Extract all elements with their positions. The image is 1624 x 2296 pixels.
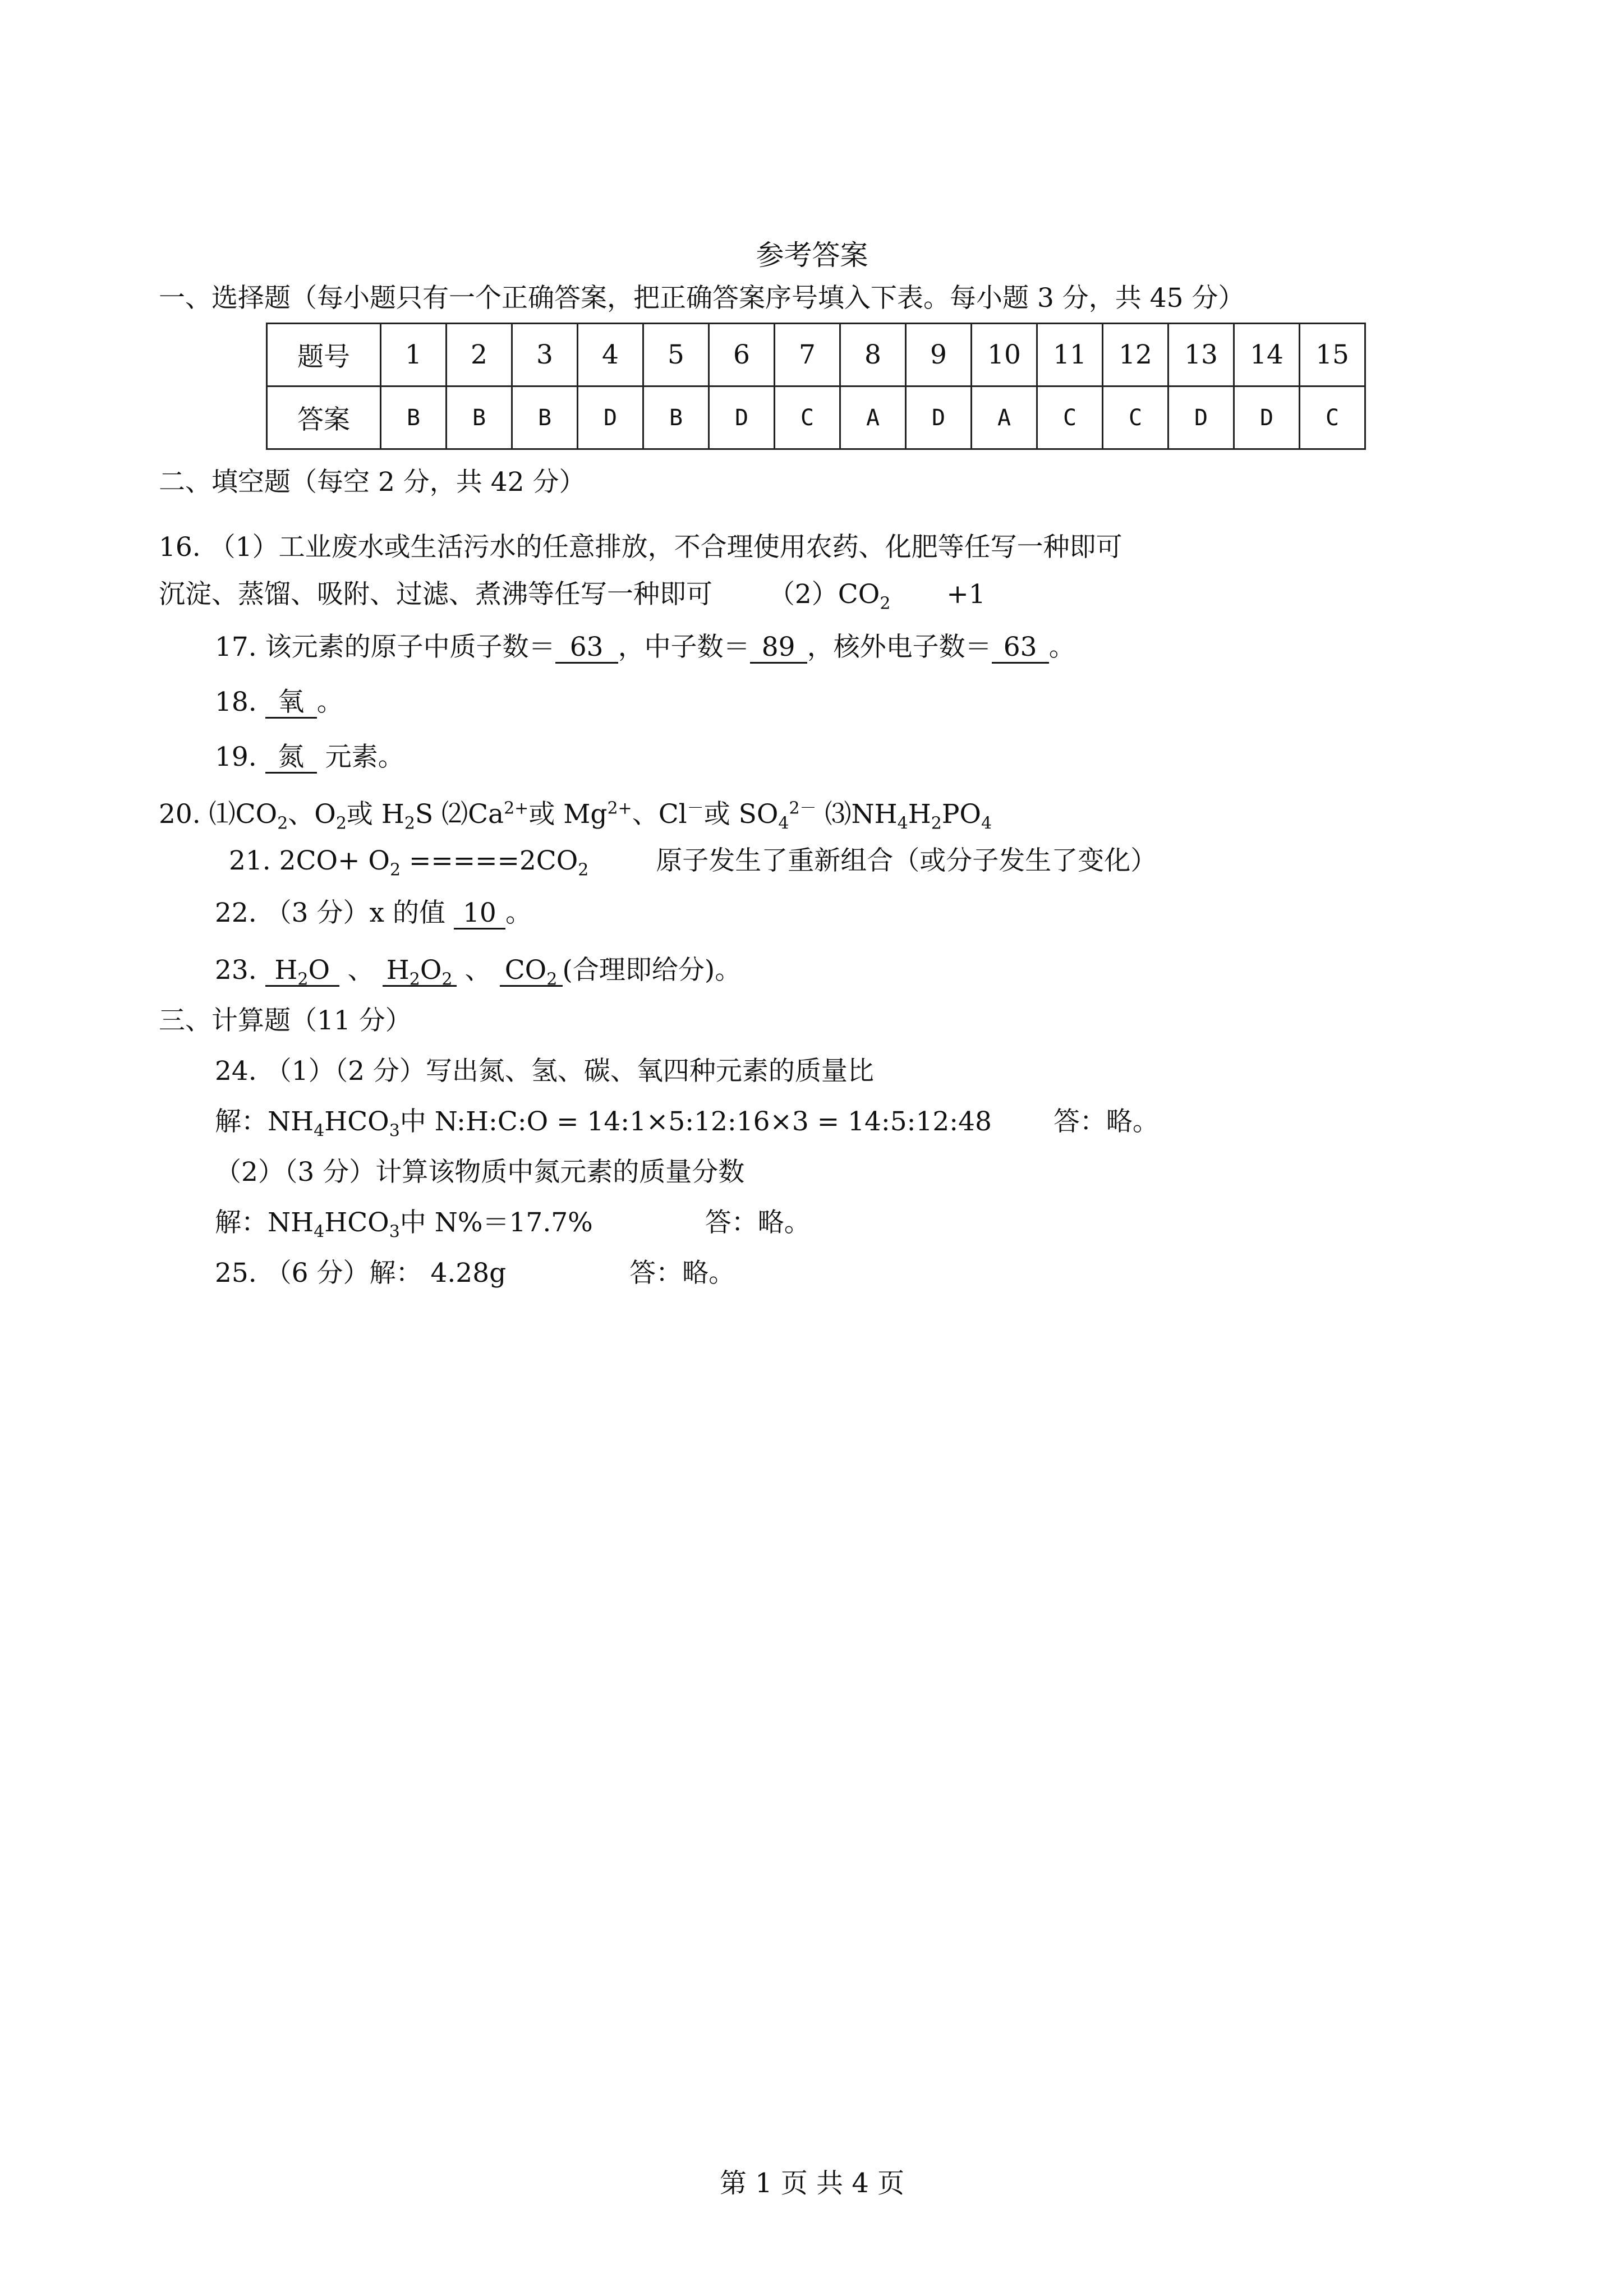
q19 bbox=[215, 740, 404, 774]
q19-tail: 元素。 bbox=[325, 742, 404, 772]
q17-protons: 63 bbox=[555, 633, 618, 664]
q24-sol-seg: 中 N:H:C:O = 14:1×5:12:16×3 = 14:5:12:48 bbox=[399, 1106, 992, 1137]
q20-seg: 、Cl bbox=[632, 799, 687, 830]
q23-tail: (合理即给分)。 bbox=[562, 955, 742, 986]
q17-neutrons: 89 bbox=[750, 633, 807, 664]
q16-line2-text: 沉淀、蒸馏、吸附、过滤、煮沸等任写一种即可 bbox=[159, 579, 712, 610]
answer-cell: B bbox=[512, 386, 578, 449]
q23-answer-2 bbox=[383, 955, 457, 990]
q17-text-d: 。 bbox=[1048, 632, 1075, 662]
q21 bbox=[229, 844, 1157, 878]
q23-a3: CO bbox=[504, 955, 547, 986]
answer-cell: D bbox=[709, 386, 775, 449]
q25 bbox=[215, 1257, 735, 1290]
answer-cell: D bbox=[578, 386, 643, 449]
q23-answer-3 bbox=[500, 955, 563, 990]
question-number-cell: 6 bbox=[709, 324, 775, 386]
q24-sol-sub: 4 bbox=[314, 1121, 325, 1141]
question-number-cell: 4 bbox=[578, 324, 643, 386]
q20-seg: 或 H bbox=[346, 799, 404, 830]
answer-cell: B bbox=[643, 386, 709, 449]
q23-answer-1 bbox=[265, 955, 339, 990]
q16-part2-sub: 2 bbox=[880, 593, 891, 614]
q21-explanation: 原子发生了重新组合（或分子发生了变化） bbox=[656, 845, 1157, 876]
q24-sol2-seg: 中 N%＝17.7% bbox=[399, 1207, 593, 1238]
q22-tail: 。 bbox=[505, 898, 532, 928]
q24-sol-seg: 解：NH bbox=[215, 1106, 314, 1137]
q20-sup: 2+ bbox=[504, 798, 529, 818]
q24-part2: （2）（3 分）计算该物质中氮元素的质量分数 bbox=[215, 1157, 745, 1188]
q20-sub: 4 bbox=[897, 813, 908, 834]
answer-cell: A bbox=[972, 386, 1037, 449]
q17-text-a: 17. 该元素的原子中质子数＝ bbox=[215, 632, 555, 662]
q17 bbox=[215, 631, 1075, 664]
answer-table bbox=[266, 323, 1366, 450]
q24-sol2-sub: 4 bbox=[314, 1222, 325, 1242]
q23-a2: H bbox=[386, 955, 410, 986]
q22-answer: 10 bbox=[454, 899, 505, 930]
question-number-cell: 2 bbox=[447, 324, 512, 386]
table-row-numbers bbox=[267, 324, 1365, 386]
q18-number: 18. bbox=[215, 687, 257, 717]
question-number-cell: 9 bbox=[906, 324, 972, 386]
q20-seg: S ⑵Ca bbox=[415, 799, 504, 830]
q19-number: 19. bbox=[215, 742, 257, 772]
page-title: 参考答案 bbox=[756, 239, 868, 272]
q24-part2-solution bbox=[215, 1206, 811, 1240]
q20-sup: － bbox=[687, 798, 704, 818]
q20-sub: 4 bbox=[778, 813, 789, 834]
q23-a1: H bbox=[274, 955, 298, 986]
row-header-answer: 答案 bbox=[267, 386, 381, 449]
question-number-cell: 15 bbox=[1300, 324, 1365, 386]
answer-cell: A bbox=[840, 386, 906, 449]
answer-cell: C bbox=[1300, 386, 1365, 449]
table-row-answers bbox=[267, 386, 1365, 449]
page-footer: 第 1 页 共 4 页 bbox=[719, 2168, 905, 2199]
section2-heading: 二、填空题（每空 2 分，共 42 分） bbox=[159, 467, 586, 498]
q24-sol2-seg: 解：NH bbox=[215, 1207, 314, 1238]
q23-a1-sub: 2 bbox=[297, 969, 309, 990]
q18-answer: 氧 bbox=[265, 688, 317, 719]
q22 bbox=[215, 896, 532, 930]
q23-a2-sub2: 2 bbox=[441, 969, 453, 990]
q22-text: 22. （3 分）x 的值 bbox=[215, 898, 445, 928]
q20-sup: 2－ bbox=[789, 798, 817, 818]
q21-sub: 2 bbox=[578, 860, 589, 880]
question-number-cell: 5 bbox=[643, 324, 709, 386]
q20-seg: 、O bbox=[288, 799, 336, 830]
q20-sub: 2 bbox=[931, 813, 942, 834]
q16-part2: （2）CO bbox=[768, 579, 880, 610]
question-number-cell: 1 bbox=[381, 324, 447, 386]
question-number-cell: 8 bbox=[840, 324, 906, 386]
q16-line2 bbox=[159, 578, 986, 614]
q23-a2b: O bbox=[420, 955, 442, 986]
q16-line1: 16. （1）工业废水或生活污水的任意排放，不合理使用农药、化肥等任写一种即可 bbox=[159, 532, 1122, 563]
answer-cell: D bbox=[906, 386, 972, 449]
q20-sub: 2 bbox=[404, 813, 415, 834]
q21-sub: 2 bbox=[389, 860, 401, 880]
q20-seg: 或 SO bbox=[703, 799, 779, 830]
q19-answer: 氮 bbox=[265, 743, 317, 774]
section1-heading: 一、选择题（每小题只有一个正确答案，把正确答案序号填入下表。每小题 3 分，共 45 分） bbox=[159, 283, 1245, 314]
question-number-cell: 13 bbox=[1168, 324, 1234, 386]
q23-a2-sub: 2 bbox=[409, 969, 420, 990]
q20 bbox=[159, 798, 992, 834]
q20-sup: 2+ bbox=[607, 798, 632, 818]
q21-seg: =====2CO bbox=[401, 845, 578, 876]
q23-a1b: O bbox=[308, 955, 330, 986]
q23-a3-sub: 2 bbox=[546, 969, 558, 990]
q20-sub: 2 bbox=[335, 813, 347, 834]
q20-seg: H bbox=[908, 799, 931, 830]
answer-cell: D bbox=[1168, 386, 1234, 449]
question-number-cell: 7 bbox=[775, 324, 840, 386]
q20-sub: 2 bbox=[277, 813, 288, 834]
q25-answer: 答：略。 bbox=[629, 1258, 735, 1289]
q24-sol-sub: 3 bbox=[389, 1121, 400, 1141]
q24-sol-seg: HCO bbox=[324, 1106, 389, 1137]
q23-sep: 、 bbox=[464, 955, 491, 986]
q23 bbox=[215, 954, 742, 990]
q23-sep: 、 bbox=[347, 955, 374, 986]
q18-tail: 。 bbox=[316, 687, 343, 717]
section3-heading: 三、计算题（11 分） bbox=[159, 1005, 412, 1036]
q21-seg: 21. 2CO+ O bbox=[229, 845, 390, 876]
q20-sub: 4 bbox=[981, 813, 992, 834]
q24-sol2-answer: 答：略。 bbox=[705, 1207, 811, 1238]
q24-sol2-seg: HCO bbox=[324, 1207, 389, 1238]
q18 bbox=[215, 685, 343, 719]
answer-cell: D bbox=[1234, 386, 1300, 449]
q20-seg: 20. ⑴CO bbox=[159, 799, 278, 830]
q24-part1: 24. （1）（2 分）写出氮、氢、碳、氧四种元素的质量比 bbox=[215, 1056, 874, 1087]
q24-part1-solution bbox=[215, 1105, 1159, 1139]
q24-sol-answer: 答：略。 bbox=[1053, 1106, 1159, 1137]
q20-seg: PO bbox=[941, 799, 981, 830]
q17-text-c: ，核外电子数＝ bbox=[807, 632, 992, 662]
question-number-cell: 12 bbox=[1103, 324, 1168, 386]
q17-electrons: 63 bbox=[992, 633, 1049, 664]
q20-seg: ⑶NH bbox=[816, 799, 898, 830]
question-number-cell: 14 bbox=[1234, 324, 1300, 386]
answer-cell: B bbox=[381, 386, 447, 449]
q17-text-b: ，中子数＝ bbox=[618, 632, 750, 662]
question-number-cell: 3 bbox=[512, 324, 578, 386]
answer-cell: C bbox=[1103, 386, 1168, 449]
answer-cell: C bbox=[1037, 386, 1103, 449]
q16-valence: +1 bbox=[946, 579, 986, 610]
row-header-number: 题号 bbox=[267, 324, 381, 386]
q23-number: 23. bbox=[215, 955, 257, 986]
q20-seg: 或 Mg bbox=[528, 799, 608, 830]
answer-cell: B bbox=[447, 386, 512, 449]
q25-text: 25. （6 分）解： 4.28g bbox=[215, 1258, 507, 1289]
answer-cell: C bbox=[775, 386, 840, 449]
question-number-cell: 10 bbox=[972, 324, 1037, 386]
q24-sol2-sub: 3 bbox=[389, 1222, 400, 1242]
question-number-cell: 11 bbox=[1037, 324, 1103, 386]
